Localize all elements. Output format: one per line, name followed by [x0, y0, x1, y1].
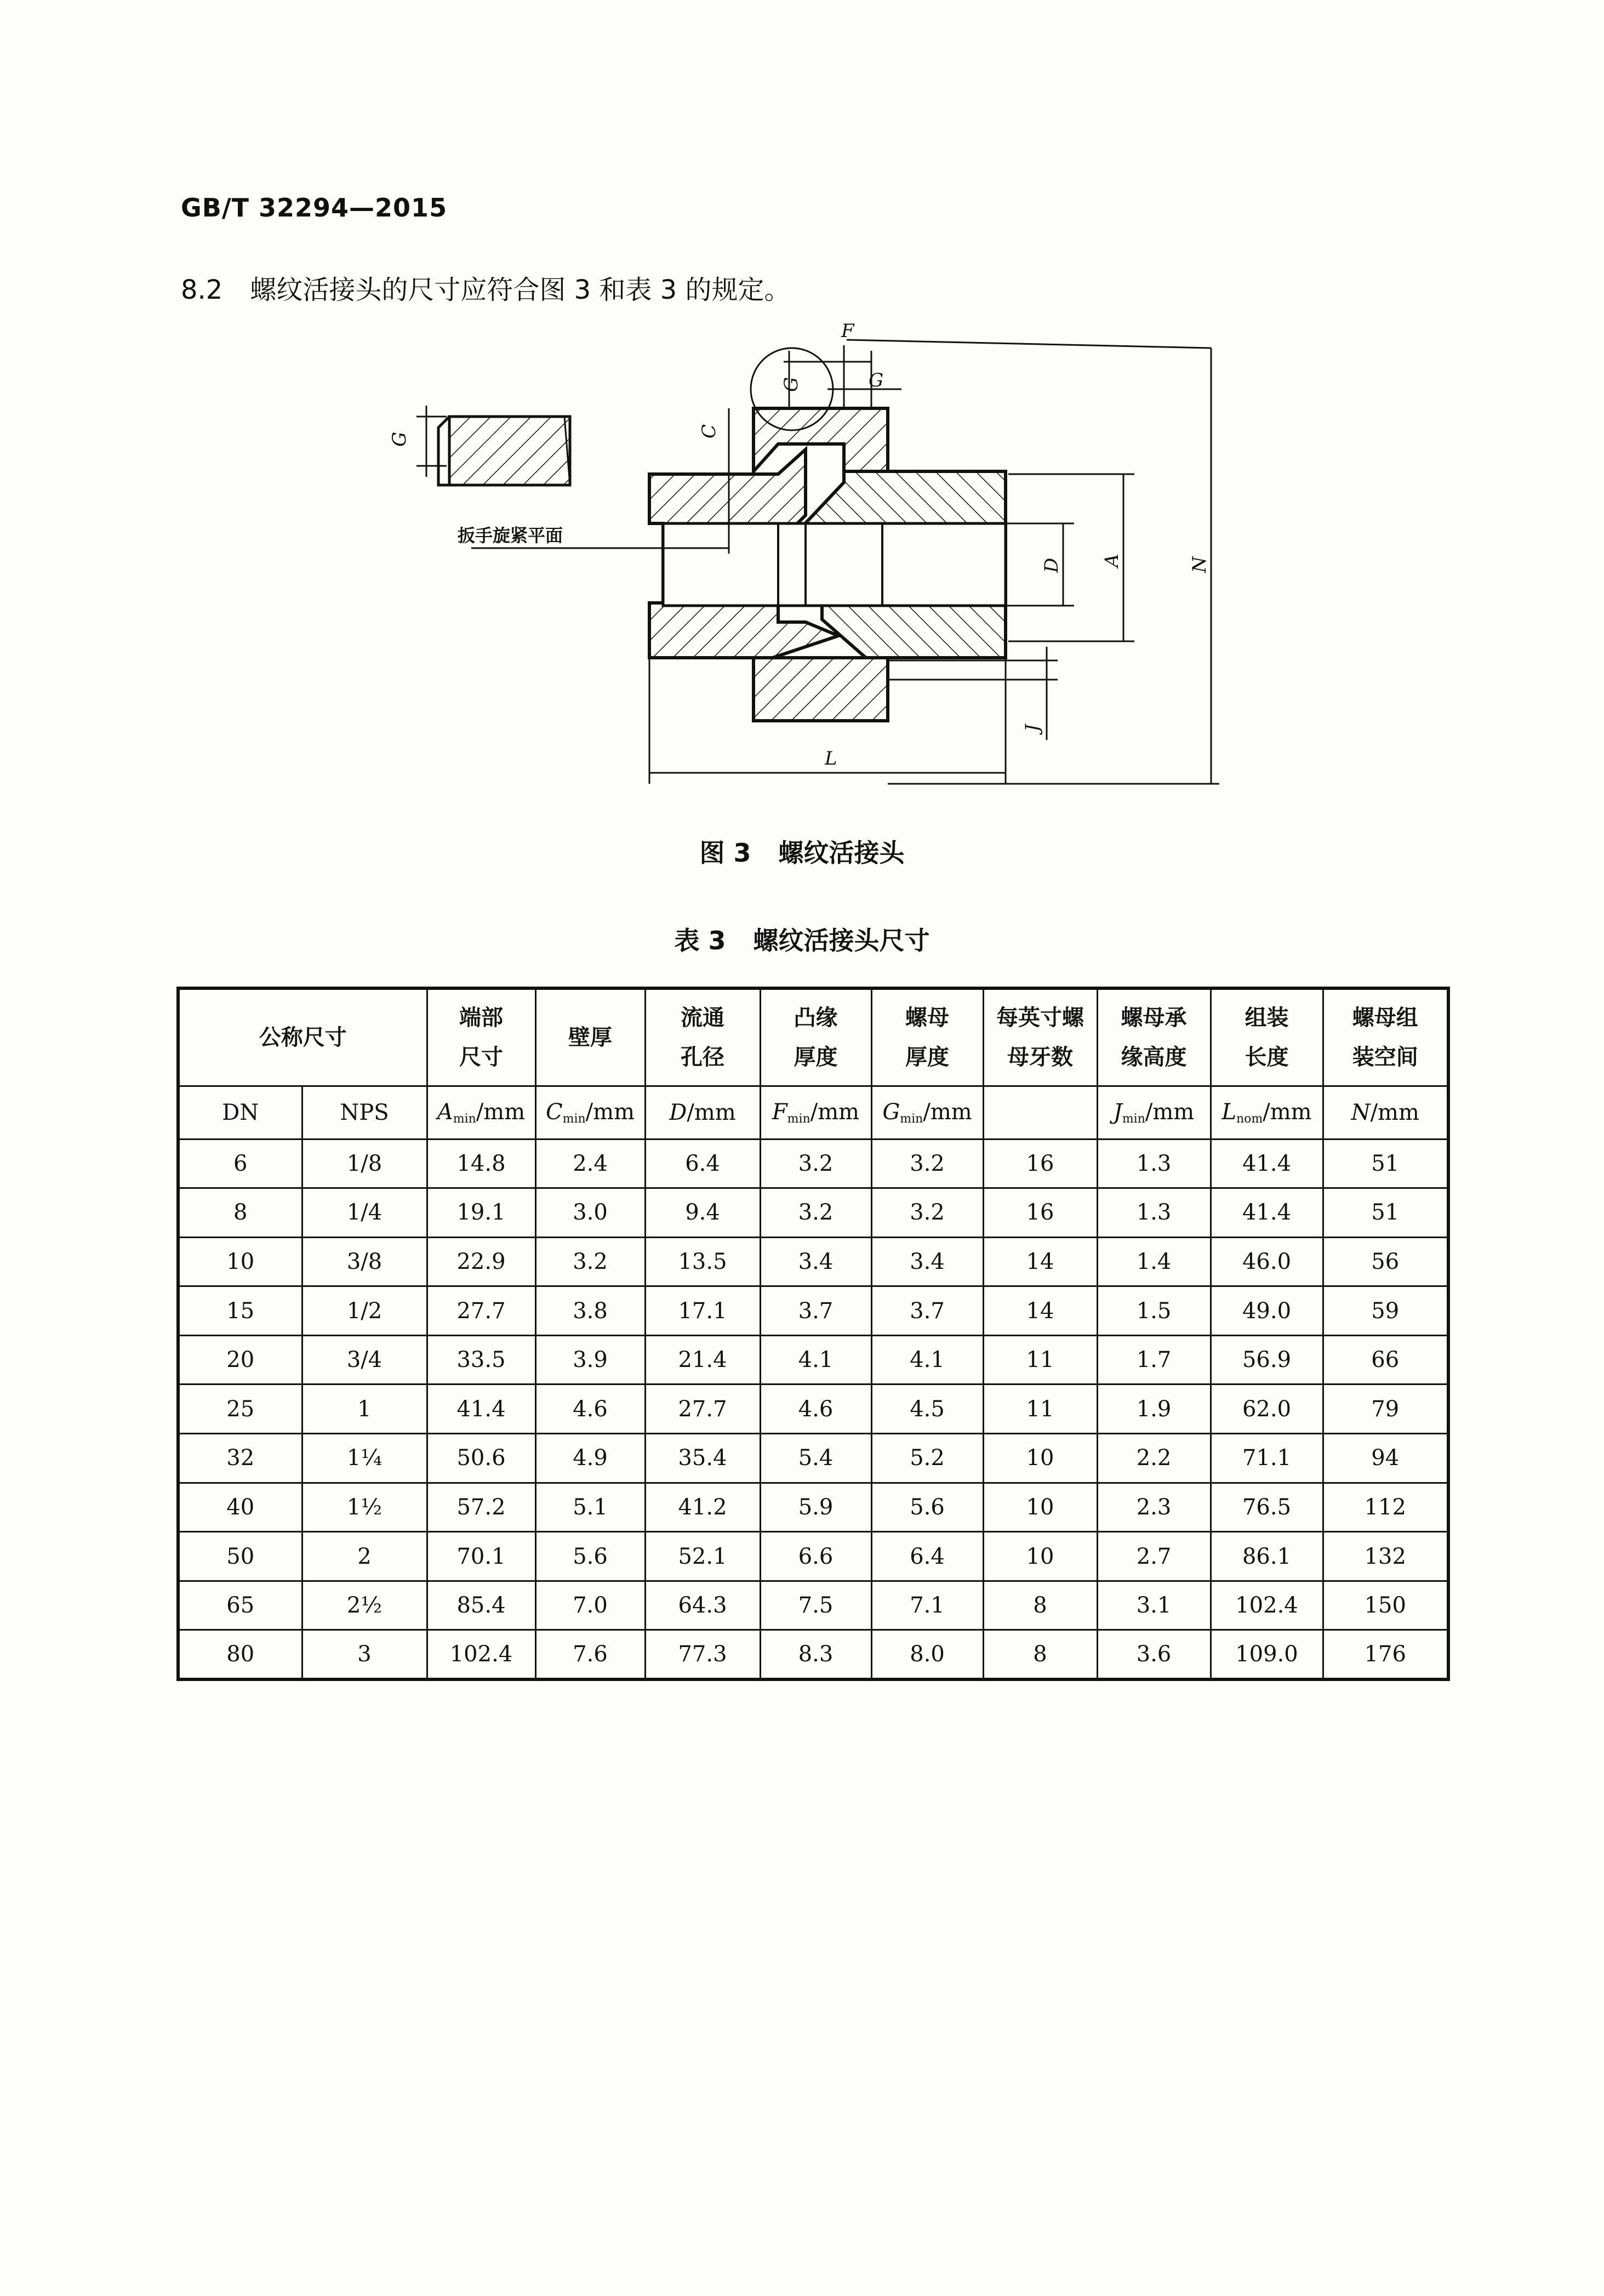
dim-label-c: C — [698, 424, 720, 438]
table-cell: 1.7 — [1097, 1335, 1211, 1385]
table-row — [178, 1581, 1448, 1630]
table-cell: 10 — [178, 1237, 302, 1286]
header-n: N/mm — [1323, 1086, 1448, 1139]
table-row — [178, 1532, 1448, 1581]
table-cell: 41.4 — [1211, 1139, 1323, 1188]
table-cell: 65 — [178, 1581, 302, 1630]
header-d: D/mm — [645, 1086, 760, 1139]
table-cell: 2 — [302, 1532, 427, 1581]
table-cell: 2½ — [302, 1581, 427, 1630]
table-cell: 62.0 — [1211, 1385, 1323, 1434]
table-cell: 35.4 — [645, 1434, 760, 1483]
dim-label-j: J — [1021, 724, 1043, 732]
table-cell: 57.2 — [427, 1483, 535, 1532]
header-c-min: $C_{min}/mm$ — [535, 1086, 645, 1139]
table-row — [178, 1483, 1448, 1532]
header-nominal-size: 公称尺寸 — [178, 988, 427, 1086]
table-cell: 1.3 — [1097, 1188, 1211, 1238]
table-cell: 64.3 — [645, 1581, 760, 1630]
table-cell: 94 — [1323, 1434, 1448, 1483]
header-dn: DN — [178, 1086, 302, 1139]
table-cell: 66 — [1323, 1335, 1448, 1385]
table-cell: 33.5 — [427, 1335, 535, 1385]
table-unit-row — [178, 1086, 1448, 1139]
table-caption-title: 螺纹活接头尺寸 — [753, 926, 930, 955]
table-cell: 3.6 — [1097, 1630, 1211, 1679]
table-cell: 3.2 — [871, 1139, 983, 1188]
table-cell: 41.4 — [427, 1385, 535, 1434]
dim-label-d: D — [1041, 557, 1063, 573]
table-cell: 176 — [1323, 1630, 1448, 1679]
header-end-size: 端部 尺寸 — [427, 988, 535, 1086]
table-cell: 2.2 — [1097, 1434, 1211, 1483]
table-cell: 109.0 — [1211, 1630, 1323, 1679]
table-cell: 6.4 — [645, 1139, 760, 1188]
table-cell: 112 — [1323, 1483, 1448, 1532]
table-cell: 3.0 — [535, 1188, 645, 1238]
table-cell: 25 — [178, 1385, 302, 1434]
wrench-face-label: 扳手旋紧平面 — [458, 525, 563, 546]
table-body — [178, 1139, 1448, 1679]
table-cell: 5.4 — [760, 1434, 871, 1483]
table-row — [178, 1434, 1448, 1483]
table-cell: 7.5 — [760, 1581, 871, 1630]
table-row — [178, 1335, 1448, 1385]
table-cell: 7.0 — [535, 1581, 645, 1630]
table-cell: 3/4 — [302, 1335, 427, 1385]
table-cell: 59 — [1323, 1286, 1448, 1336]
table-cell: 27.7 — [645, 1385, 760, 1434]
table-cell: 2.7 — [1097, 1532, 1211, 1581]
table-cell: 3.1 — [1097, 1581, 1211, 1630]
table-row — [178, 1385, 1448, 1434]
table-cell: 6 — [178, 1139, 302, 1188]
table-cell: 10 — [983, 1434, 1097, 1483]
header-flange-thickness: 凸缘 厚度 — [760, 988, 871, 1086]
table-cell: 3.7 — [760, 1286, 871, 1336]
table-cell: 4.9 — [535, 1434, 645, 1483]
table-cell: 3.2 — [871, 1188, 983, 1238]
table-cell: 1.4 — [1097, 1237, 1211, 1286]
dim-label-l: L — [825, 748, 837, 770]
table-cell: 5.2 — [871, 1434, 983, 1483]
header-l-nom: $L_{nom}/mm$ — [1211, 1086, 1323, 1139]
table-cell: 41.4 — [1211, 1188, 1323, 1238]
header-nut-bearing-height: 螺母承 缘高度 — [1097, 988, 1211, 1086]
table-cell: 5.1 — [535, 1483, 645, 1532]
table-cell: 16 — [983, 1139, 1097, 1188]
table-cell: 50.6 — [427, 1434, 535, 1483]
dim-label-a: A — [1101, 554, 1123, 567]
header-assembly-length: 组装 长度 — [1211, 988, 1323, 1086]
table-cell: 14 — [983, 1286, 1097, 1336]
clause-number: 8.2 — [181, 275, 223, 305]
table-cell: 7.1 — [871, 1581, 983, 1630]
header-j-min: $J_{min}/mm$ — [1097, 1086, 1211, 1139]
table-cell: 2.4 — [535, 1139, 645, 1188]
table-cell: 3.4 — [871, 1237, 983, 1286]
table-cell: 3 — [302, 1630, 427, 1679]
table-cell: 102.4 — [427, 1630, 535, 1679]
table-cell: 14.8 — [427, 1139, 535, 1188]
table-cell: 1/8 — [302, 1139, 427, 1188]
table-cell: 8 — [983, 1581, 1097, 1630]
table-cell: 8 — [983, 1630, 1097, 1679]
table-cell: 70.1 — [427, 1532, 535, 1581]
table-cell: 1/2 — [302, 1286, 427, 1336]
table-cell: 6.6 — [760, 1532, 871, 1581]
table-cell: 16 — [983, 1188, 1097, 1238]
table-cell: 3.9 — [535, 1335, 645, 1385]
table-cell: 1¼ — [302, 1434, 427, 1483]
table-cell: 4.1 — [760, 1335, 871, 1385]
header-threads-per-inch: 每英寸螺 母牙数 — [983, 988, 1097, 1086]
table-caption — [0, 921, 1604, 957]
table-cell: 8.0 — [871, 1630, 983, 1679]
table-cell: 14 — [983, 1237, 1097, 1286]
table-cell: 52.1 — [645, 1532, 760, 1581]
table-row — [178, 1188, 1448, 1238]
table-cell: 3.8 — [535, 1286, 645, 1336]
figure-caption-title: 螺纹活接头 — [778, 838, 905, 868]
table-cell: 8.3 — [760, 1630, 871, 1679]
table-cell: 19.1 — [427, 1188, 535, 1238]
table-cell: 3.7 — [871, 1286, 983, 1336]
table-cell: 20 — [178, 1335, 302, 1385]
table-cell: 56.9 — [1211, 1335, 1323, 1385]
table-cell: 77.3 — [645, 1630, 760, 1679]
table-cell: 11 — [983, 1385, 1097, 1434]
table-cell: 46.0 — [1211, 1237, 1323, 1286]
table-cell: 32 — [178, 1434, 302, 1483]
union-drawing — [0, 0, 1604, 822]
table-cell: 10 — [983, 1532, 1097, 1581]
header-tpi-unit — [983, 1086, 1097, 1139]
table-cell: 1.9 — [1097, 1385, 1211, 1434]
table-cell: 3.4 — [760, 1237, 871, 1286]
table-cell: 132 — [1323, 1532, 1448, 1581]
table-cell: 51 — [1323, 1188, 1448, 1238]
table-cell: 102.4 — [1211, 1581, 1323, 1630]
table-cell: 21.4 — [645, 1335, 760, 1385]
table-cell: 85.4 — [427, 1581, 535, 1630]
standard-code: GB/T 32294—2015 — [181, 193, 448, 223]
table-cell: 41.2 — [645, 1483, 760, 1532]
dimension-table — [176, 987, 1450, 1681]
header-f-min: $F_{min}/mm$ — [760, 1086, 871, 1139]
table-row — [178, 1139, 1448, 1188]
header-a-min: $A_{min}/mm$ — [427, 1086, 535, 1139]
table-cell: 51 — [1323, 1139, 1448, 1188]
table-cell: 11 — [983, 1335, 1097, 1385]
table-cell: 27.7 — [427, 1286, 535, 1336]
table-cell: 40 — [178, 1483, 302, 1532]
table-cell: 56 — [1323, 1237, 1448, 1286]
header-nps: NPS — [302, 1086, 427, 1139]
table-cell: 1.3 — [1097, 1139, 1211, 1188]
table-cell: 4.5 — [871, 1385, 983, 1434]
header-nut-thickness: 螺母 厚度 — [871, 988, 983, 1086]
table-cell: 71.1 — [1211, 1434, 1323, 1483]
table-cell: 3.2 — [760, 1139, 871, 1188]
table-cell: 49.0 — [1211, 1286, 1323, 1336]
union-body — [649, 348, 1006, 721]
table-cell: 8 — [178, 1188, 302, 1238]
table-cell: 10 — [983, 1483, 1097, 1532]
table-cell: 5.9 — [760, 1483, 871, 1532]
table-cell: 17.1 — [645, 1286, 760, 1336]
table-cell: 1/4 — [302, 1188, 427, 1238]
header-assembly-space: 螺母组 装空间 — [1323, 988, 1448, 1086]
table-cell: 1.5 — [1097, 1286, 1211, 1336]
table-cell: 1 — [302, 1385, 427, 1434]
dim-label-g-vertical: G — [780, 377, 802, 392]
header-flow-bore: 流通 孔径 — [645, 988, 760, 1086]
table-header-row — [178, 988, 1448, 1086]
table-cell: 3/8 — [302, 1237, 427, 1286]
table-cell: 13.5 — [645, 1237, 760, 1286]
detail-g-inset — [389, 406, 570, 485]
header-g-min: $G_{min}/mm$ — [871, 1086, 983, 1139]
table-cell: 79 — [1323, 1385, 1448, 1434]
table-cell: 4.6 — [535, 1385, 645, 1434]
table-cell: 3.2 — [535, 1237, 645, 1286]
dim-label-f: F — [841, 320, 854, 342]
table-cell: 50 — [178, 1532, 302, 1581]
table-cell: 5.6 — [535, 1532, 645, 1581]
table-cell: 6.4 — [871, 1532, 983, 1581]
clause-body: 螺纹活接头的尺寸应符合图 3 和表 3 的规定。 — [250, 275, 791, 305]
dim-label-g: G — [869, 369, 884, 391]
table-row — [178, 1286, 1448, 1336]
table-cell: 86.1 — [1211, 1532, 1323, 1581]
table-cell: 4.6 — [760, 1385, 871, 1434]
table-cell: 3.2 — [760, 1188, 871, 1238]
table-cell: 150 — [1323, 1581, 1448, 1630]
figure-caption — [0, 833, 1604, 869]
dim-label-g-inset: G — [389, 431, 410, 447]
table-cell: 4.1 — [871, 1335, 983, 1385]
table-cell: 15 — [178, 1286, 302, 1336]
table-cell: 2.3 — [1097, 1483, 1211, 1532]
table-cell: 76.5 — [1211, 1483, 1323, 1532]
table-caption-number: 表 3 — [674, 926, 726, 955]
table-row — [178, 1237, 1448, 1286]
table-row — [178, 1630, 1448, 1679]
table-cell: 5.6 — [871, 1483, 983, 1532]
header-wall-thickness: 壁厚 — [535, 988, 645, 1086]
dim-label-n: N — [1189, 556, 1211, 573]
table-cell: 9.4 — [645, 1188, 760, 1238]
table-cell: 7.6 — [535, 1630, 645, 1679]
table-cell: 1½ — [302, 1483, 427, 1532]
table-cell: 80 — [178, 1630, 302, 1679]
table-cell: 22.9 — [427, 1237, 535, 1286]
figure-caption-number: 图 3 — [699, 838, 751, 868]
